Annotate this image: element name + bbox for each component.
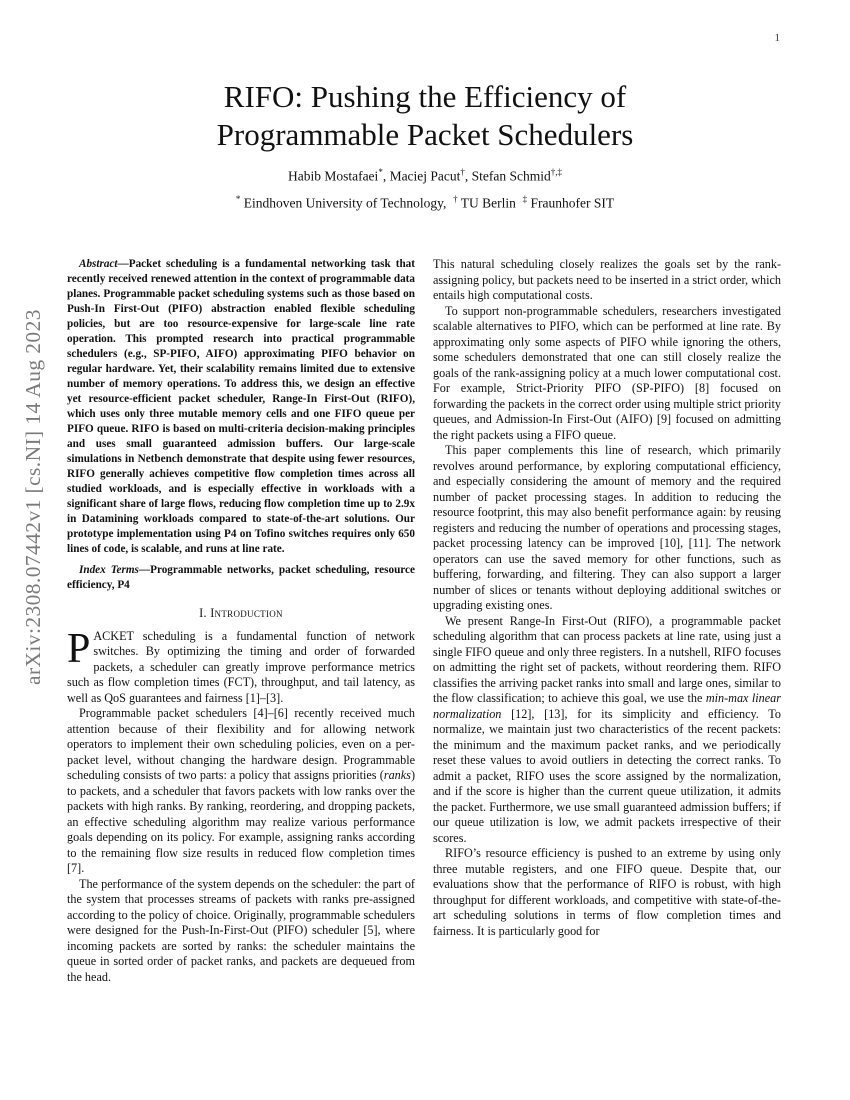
author-2: Maciej Pacut: [389, 168, 461, 184]
index-terms: [67, 563, 415, 593]
author-3: Stefan Schmid: [471, 168, 551, 184]
author-1-mark: *: [378, 167, 383, 177]
index-terms-text: —Programmable networks, packet scheduling, resource efficiency, P4: [67, 564, 415, 591]
section-heading-introduction: [67, 606, 415, 622]
affiliation-3: Fraunhofer SIT: [530, 195, 615, 210]
intro-paragraph-2-em: ranks: [383, 768, 411, 782]
title-line-1: RIFO: Pushing the Efficiency of: [223, 79, 627, 114]
affiliation-2: TU Berlin: [460, 195, 516, 210]
abstract-text: —Packet scheduling is a fundamental networking task that recently received renewed attention in the context of programmable data planes. Programmable packet scheduling systems such as those based on Push-In First-Out (PIFO) abstraction enabled flexible scheduling policies, but are too resource-expensive for large-scale line rate operation. This prompted research into practical programmable schedulers (e.g., SP-PIFO, AIFO) approximating PIFO behavior on regular hardware. Yet, their scalability remains limited due to extensive number of memory operations. To address this, we design an effective yet resource-efficient packet scheduler, Range-In First-Out (RIFO), which uses only three mutable memory cells and one FIFO queue per PIFO queue. RIFO is based on multi-criteria decision-making principles and uses small guaranteed admission buffers. Our large-scale simulations in Netbench demonstrate that despite using fewer resources, RIFO generally achieves competitive flow completion times across all studied workloads, and is especially effective in workloads with a significant share of large flows, reducing flow completion time up to 2.9x in Datamining workloads compared to state-of-the-art solutions. Our prototype implementation using P4 on Tofino switches requires only 650 lines of code, is scalable, and runs at line rate.: [67, 258, 415, 555]
right-paragraph-3: [433, 614, 781, 847]
right-paragraph-3-em: min-max linear normalization: [433, 691, 781, 721]
affiliations: [100, 188, 750, 215]
section-title: Introduction: [210, 606, 283, 620]
intro-paragraph-2: [67, 706, 415, 877]
right-paragraph-continued: This natural scheduling closely realizes the goals set by the rank-assigning policy, but packets need to be inserted in a strict order, which entails high computational costs.: [433, 257, 781, 302]
right-paragraph-1: To support non-programmable schedulers, researchers investigated scalable alternatives to PIFO, which can be performed at line rate. By approximating only some aspects of PIFO while ignoring the others, some schedulers demonstrated that one can still closely realize the goals of the rank-assigning policy at a much lower computational cost. For example, Strict-Priority PIFO (SP-PIFO) [8] focused on forwarding the packets in the correct order using multiple strict priority queues, and Admission-In First-Out (AIFO) [9] focused on admitting the right packets using a FIFO queue.: [433, 303, 781, 442]
title-line-2: Programmable Packet Schedulers: [216, 117, 634, 152]
abstract: [67, 257, 415, 557]
affiliation-3-mark: ‡: [522, 193, 528, 204]
section-number: I.: [199, 606, 207, 620]
paper-title: [100, 78, 750, 154]
right-paragraph-4: RIFO’s resource efficiency is pushed to an extreme by using only three mutable registers, and one FIFO queue. Despite that, our evaluations show that the performance of RIFO is robust, with high throughput for different workloads, and competitive with state-of-the-art scheduling solutions in terms of flow completion times and fairness. It is particularly good for: [433, 846, 781, 938]
intro-paragraph-2-a: Programmable packet schedulers [4]–[6] recently received much attention because of their flexibility and for allowing network operators to implement their own scheduling policies, even on a per-packet level, without changing the hardware design. Programmable scheduling consists of two parts: a policy that assigns priorities (: [67, 706, 415, 782]
author-1: Habib Mostafaei: [287, 168, 379, 184]
right-paragraph-2: This paper complements this line of research, which primarily revolves around performance, by exploring computational efficiency, and especially considering the amount of memory and the required number of packet processing stages. In addition to reducing the resource footprint, this may also benefit performance again: by reusing registers and reducing the number of operations and processing stages, packet processing latency can be improved [10], [11]. The network operators can use the saved memory for other functions, such as buffering, forwarding, and filtering. They can also support a larger number of slices or tenants without deploying additional switches or upgrading existing ones.: [433, 443, 781, 612]
affiliation-2-mark: †: [453, 193, 458, 204]
intro-paragraph-2-b: ) to packets, and a scheduler that favors packets with low ranks over the packets with high ranks. By ranking, reordering, and dropping packets, an effective scheduling algorithm may realize various performance goals depending on its policy. For example, assigning ranks according to the remaining flow size results in reduced flow completion times [7].: [67, 768, 415, 875]
right-column: [433, 257, 781, 939]
page-number: 1: [774, 32, 780, 44]
index-terms-label: Index Terms: [79, 564, 139, 576]
arxiv-identifier: arXiv:2308.07442v1 [cs.NI] 14 Aug 2023: [21, 309, 45, 685]
right-paragraph-3-a: We present Range-In First-Out (RIFO), a programmable packet scheduling algorithm that can process packets at line rate, using just a single FIFO queue and only three registers. In a nutshell, RIFO focuses on admitting the right set of packets, without reordering them. RIFO classifies the arriving packet ranks into small and large ones, similar to the flow classification; to achieve this goal, we use the: [433, 613, 781, 705]
author-names: Habib Mostafaei*, Maciej Pacut†, Stefan Schmid†,‡: [287, 167, 563, 184]
drop-cap: P: [67, 625, 91, 672]
abstract-label: Abstract: [79, 258, 118, 270]
author-block: [100, 161, 750, 214]
author-3-mark: †,‡: [550, 167, 563, 177]
affiliation-1-mark: *: [235, 193, 241, 204]
author-2-mark: †: [460, 167, 465, 177]
affiliation-1: Eindhoven University of Technology,: [243, 195, 447, 210]
intro-paragraph-1-text: ACKET scheduling is a fundamental function of network switches. By optimizing the timing and order of forwarded packets, a scheduler can greatly improve performance metrics such as flow completion times (FCT), throughput, and tail latency, as well as QoS guarantees and fairness [1]–[3].: [67, 628, 415, 705]
intro-paragraph-1: [67, 625, 415, 707]
right-paragraph-3-b: [12], [13], for its simplicity and efficiency. To normalize, we maintain just two characteristics of the recent packets: the minimum and the maximum packet ranks, and we periodically reset these values to avoid outliers in detecting the correct ranks. To admit a packet, RIFO uses the score assigned by the normalization, and if the score is higher than the current queue utilization, it admits the packet. Furthermore, we use small guaranteed admission buffers; if our queue utilization is low, we admit packets irrespective of their scores.: [433, 706, 781, 845]
left-column: [67, 257, 415, 985]
intro-paragraph-3: The performance of the system depends on the scheduler: the part of the system that processes streams of packets with ranks pre-assigned according to the policy of choice. Originally, programmable schedulers were designed for the Push-In-First-Out (PIFO) scheduler [5], where incoming packets are sorted by ranks: the scheduler maintains the queue in sorted order of packet ranks, and packets are dequeued from the head.: [67, 876, 415, 984]
